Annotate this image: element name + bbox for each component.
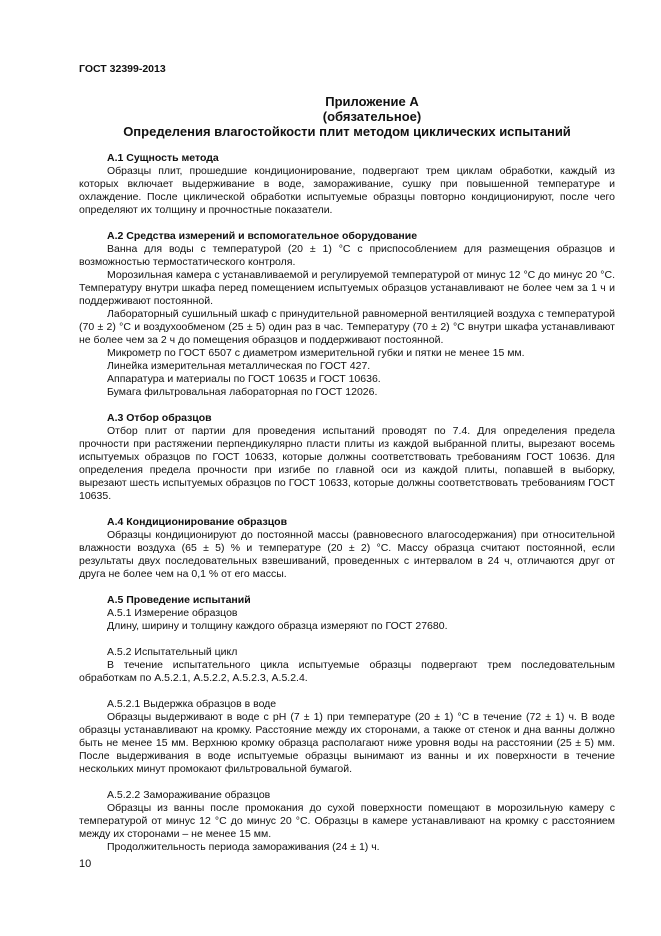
paragraph: Ванна для воды с температурой (20 ± 1) °С с приспособлением для размещения образцов и возможностью термостатического контроля. (79, 243, 615, 268)
subsection-title: А.5.2 Испытательный цикл (107, 646, 238, 658)
paragraph: Образцы кондиционируют до постоянной массы (равновесного влагосодержания) при относительной влажности воздуха (65 ± 5) % и температуре (20 ± 2) °С. Массу образца считают постоянной, если результаты двух последовательных взвешиваний, проведенных с интервалом в 24 ч, отличаются друг от друга не более чем на 0,1 % от его массы. (79, 529, 615, 580)
appendix-heading (79, 94, 615, 140)
paragraph: Образцы плит, прошедшие кондиционирование, подвергают трем циклам обработки, каждый из которых включает выдерживание в воде, замораживание, сушку при повышенной температуре и охлаждение. После циклической обработки испытуемые образцы повторно кондиционируют, после чего определяют их толщину и прочностные показатели. (79, 165, 615, 216)
section-heading: А.4 Кондиционирование образцов (107, 516, 288, 528)
paragraph: Продолжительность периода замораживания (24 ± 1) ч. (107, 841, 380, 853)
paragraph: В течение испытательного цикла испытуемые образцы подвергают трем последовательным обработкам по А.5.2.1, А.5.2.2, А.5.2.3, А.5.2.4. (79, 659, 615, 684)
paragraph: Бумага фильтровальная лабораторная по ГОСТ 12026. (107, 386, 378, 398)
paragraph: Морозильная камера с устанавливаемой и регулируемой температурой от минус 12 °С до минус 20 °С. Температуру внутри шкафа перед помещением испытуемых образцов устанавливают не более чем за 1 ч и поддерживают постоянной. (79, 269, 615, 307)
subsection-title: А.5.1 Измерение образцов (107, 607, 238, 619)
section-heading: А.5 Проведение испытаний (107, 594, 251, 606)
section-heading: А.3 Отбор образцов (107, 412, 212, 424)
section-heading: А.2 Средства измерений и вспомогательное оборудование (107, 230, 418, 242)
subsection-title: А.5.2.1 Выдержка образцов в воде (107, 698, 277, 710)
paragraph: Отбор плит от партии для проведения испытаний проводят по 7.4. Для определения предела прочности при растяжении перпендикулярно пласти плиты из каждой выбранной плиты, вырезают восемь испытуемых образцов по ГОСТ 10633, которые должны соответствовать требованиям ГОСТ 10636. Для определения предела прочности при изгибе по главной оси из каждой плиты, попавшей в выборку, вырезают шесть испытуемых образцов по ГОСТ 10633, которые должны соответствовать требованиям ГОСТ 10635. (79, 425, 615, 502)
appendix-title: Приложение А (325, 94, 419, 109)
subsection-title: А.5.2.2 Замораживание образцов (107, 789, 271, 801)
paragraph: Линейка измерительная металлическая по ГОСТ 427. (107, 360, 371, 372)
paragraph: Образцы выдерживают в воде с рН (7 ± 1) при температуре (20 ± 1) °С в течение (72 ± 1) ч. В воде образцы устанавливают на кромку. Расстояние между их сторонами, а также от стенок и дна ванны должно быть не менее 15 мм. Верхнюю кромку образца располагают ниже уровня воды на расстоянии (25 ± 5) мм. После выдерживания в воде испытуемые образцы вынимают из ванны и их поверхности в течение нескольких минут промокают фильтровальной бумагой. (79, 711, 615, 775)
appendix-name: Определения влагостойкости плит методом циклических испытаний (123, 124, 571, 139)
page-number: 10 (79, 858, 92, 870)
paragraph: Длину, ширину и толщину каждого образца измеряют по ГОСТ 27680. (107, 620, 448, 632)
paragraph: Аппаратура и материалы по ГОСТ 10635 и ГОСТ 10636. (107, 373, 381, 385)
document-header: ГОСТ 32399-2013 (79, 63, 166, 75)
paragraph: Лабораторный сушильный шкаф с принудительной равномерной вентиляцией воздуха с температурой (70 ± 2) °С и воздухообменом (25 ± 5) один раз в час. Температуру (70 ± 2) °С внутри шкафа устанавливают не более чем за 2 ч до помещения образцов и поддерживают постоянной. (79, 308, 615, 346)
appendix-status: (обязательное) (322, 109, 422, 124)
paragraph: Образцы из ванны после промокания до сухой поверхности помещают в морозильную камеру с температурой от минус 12 °С до минус 20 °С. Образцы в камере устанавливают на кромку с расстоянием между их сторонами – не менее 15 мм. (79, 802, 615, 840)
paragraph: Микрометр по ГОСТ 6507 с диаметром измерительной губки и пятки не менее 15 мм. (107, 347, 525, 359)
section-heading: А.1 Сущность метода (107, 152, 219, 164)
document-body (79, 152, 615, 854)
